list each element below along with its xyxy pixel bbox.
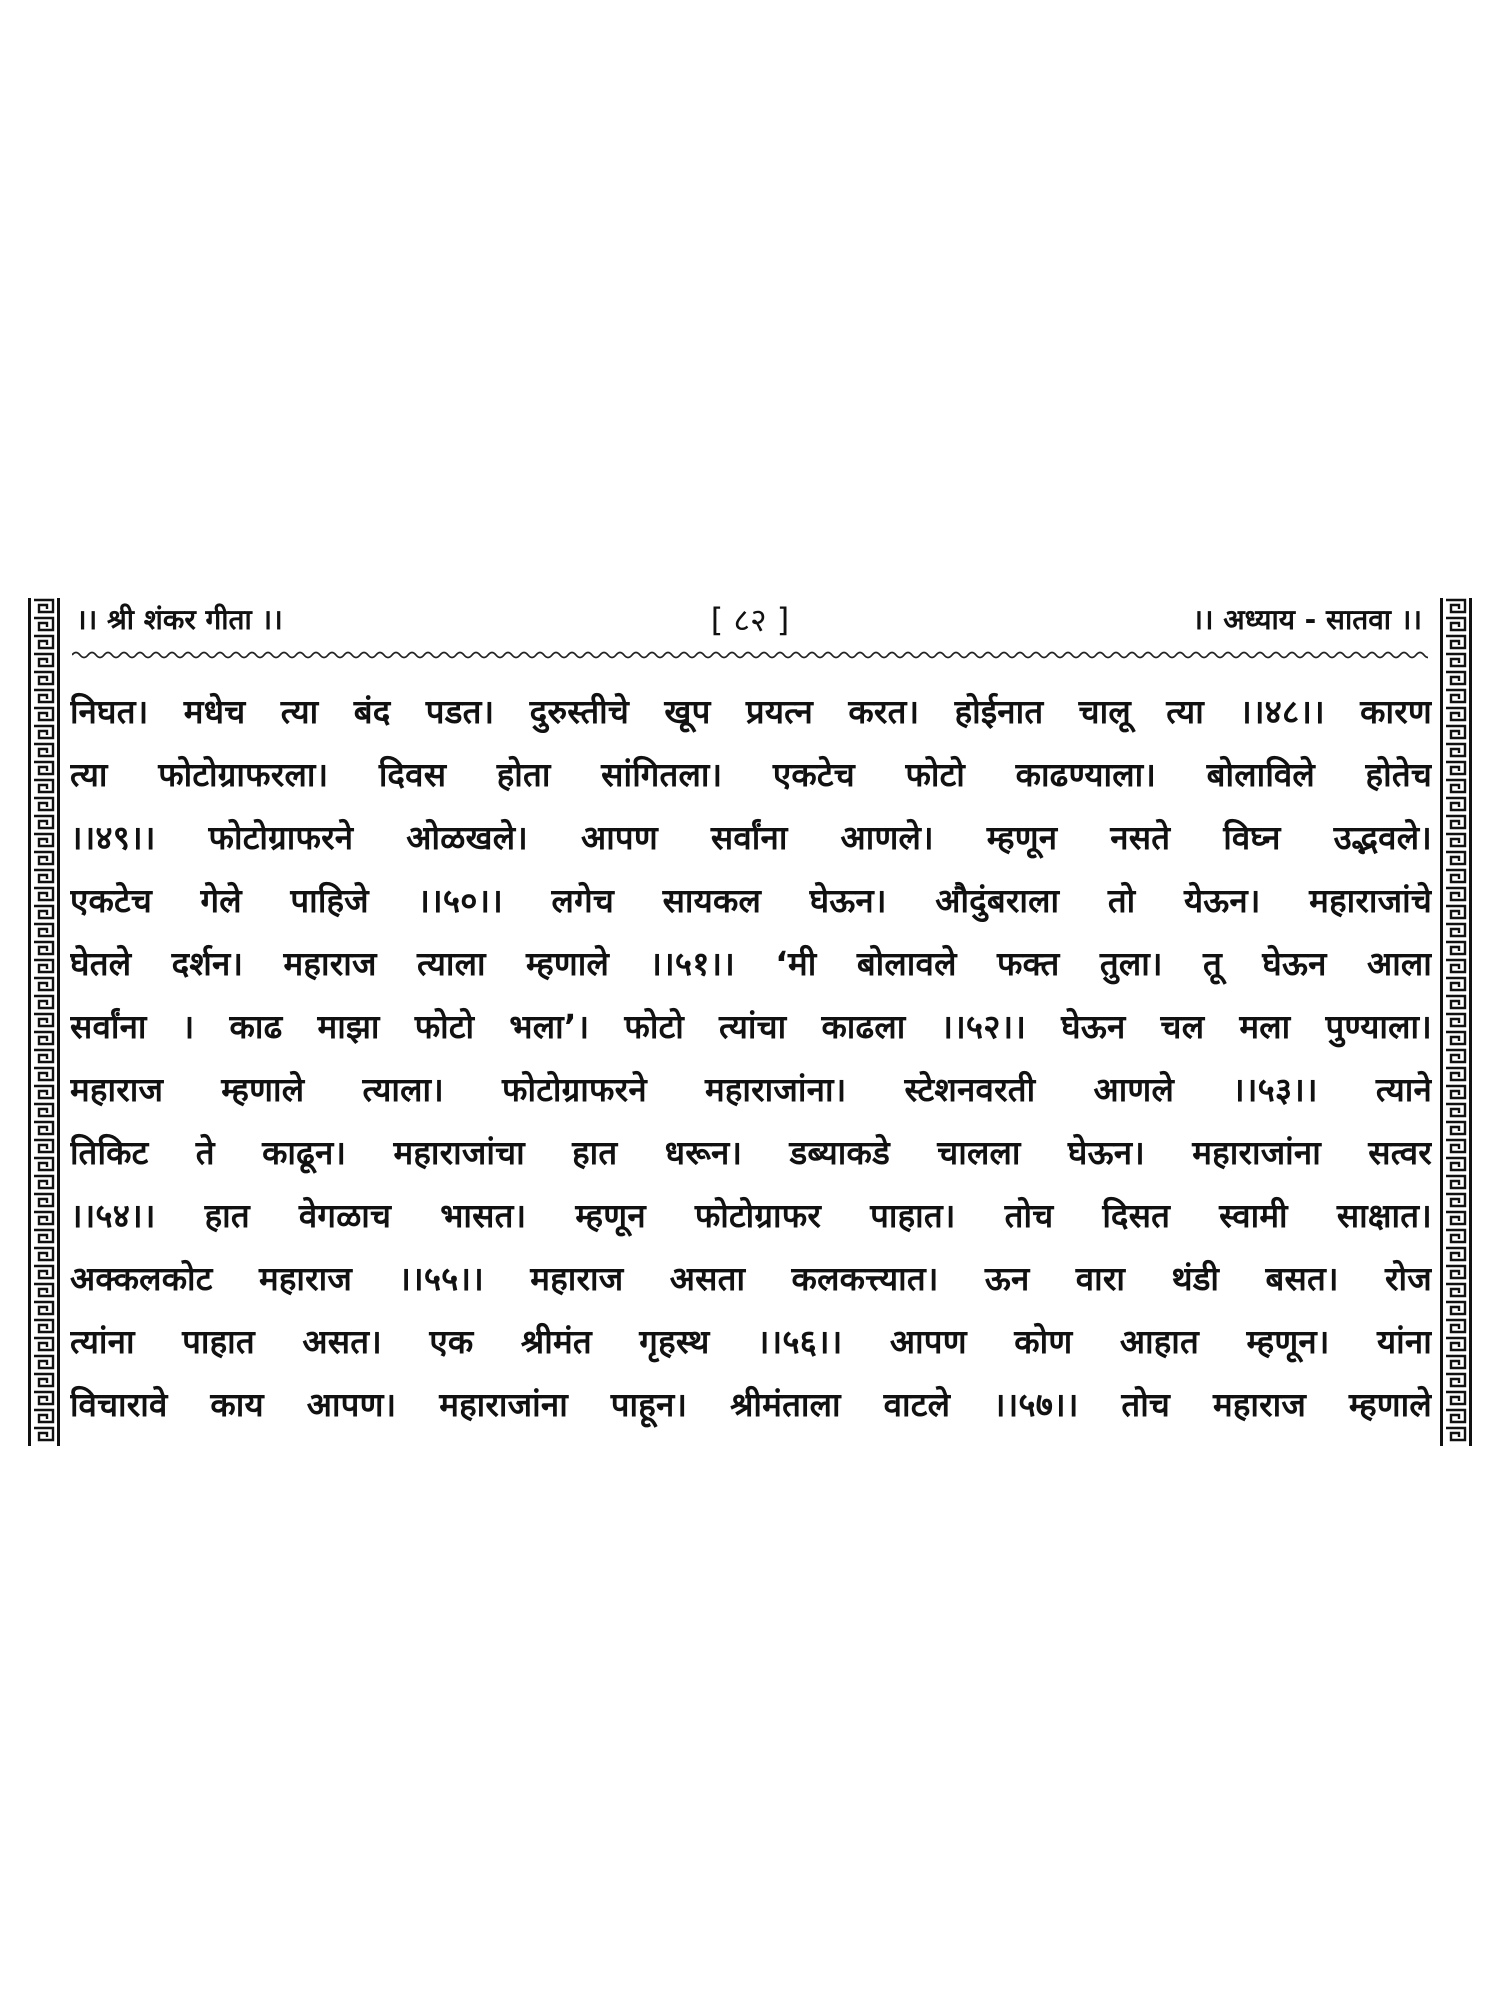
book-title: ।। श्री शंकर गीता ।। [76,603,283,636]
text-line: सर्वांना । काढ माझा फोटो भला’। फोटो त्यांचा काढला ।।५२।। घेऊन चल मला पुण्याला। [70,1007,1432,1046]
page-number: [ ८२ ] [710,601,790,639]
chapter-title: ।। अध्याय - सातवा ।। [1192,603,1422,636]
left-decorative-border [28,598,60,1446]
text-line: अक्कलकोट महाराज ।।५५।। महाराज असता कलकत्त्यात। ऊन वारा थंडी बसत। रोज [70,1259,1432,1298]
text-line: घेतले दर्शन। महाराज त्याला म्हणाले ।।५१।। ‘मी बोलावले फक्त तुला। तू घेऊन आला [70,944,1432,983]
verse-text [70,680,1432,1433]
text-line: महाराज म्हणाले त्याला। फोटोग्राफरने महाराजांना। स्टेशनवरती आणले ।।५३।। त्याने [70,1070,1432,1109]
text-line: ।।५४।। हात वेगळाच भासत। म्हणून फोटोग्राफर पाहात। तोच दिसत स्वामी साक्षात। [70,1196,1432,1235]
greek-key-pattern-right [1443,598,1469,1446]
text-line: विचारावे काय आपण। महाराजांना पाहून। श्रीमंताला वाटले ।।५७।। तोच महाराज म्हणाले [70,1385,1432,1424]
text-line: त्यांना पाहात असत। एक श्रीमंत गृहस्थ ।।५६।। आपण कोण आहात म्हणून। यांना [70,1322,1432,1361]
greek-key-pattern-left [31,598,57,1446]
right-decorative-border [1440,598,1472,1446]
text-line: तिकिट ते काढून। महाराजांचा हात धरून। डब्याकडे चालला घेऊन। महाराजांना सत्वर [70,1133,1432,1172]
page-header [68,600,1432,640]
text-line: त्या फोटोग्राफरला। दिवस होता सांगितला। एकटेच फोटो काढण्याला। बोलाविले होतेच [70,755,1432,794]
text-line: एकटेच गेले पाहिजे ।।५०।। लगेच सायकल घेऊन। औदुंबराला तो येऊन। महाराजांचे [70,881,1432,920]
wavy-divider [72,648,1428,662]
text-line: निघत। मधेच त्या बंद पडत। दुरुस्तीचे खूप प्रयत्न करत। होईनात चालू त्या ।।४८।। कारण [70,692,1432,731]
text-line: ।।४९।। फोटोग्राफरने ओळखले। आपण सर्वांना आणले। म्हणून नसते विघ्न उद्भवले। [70,818,1432,857]
